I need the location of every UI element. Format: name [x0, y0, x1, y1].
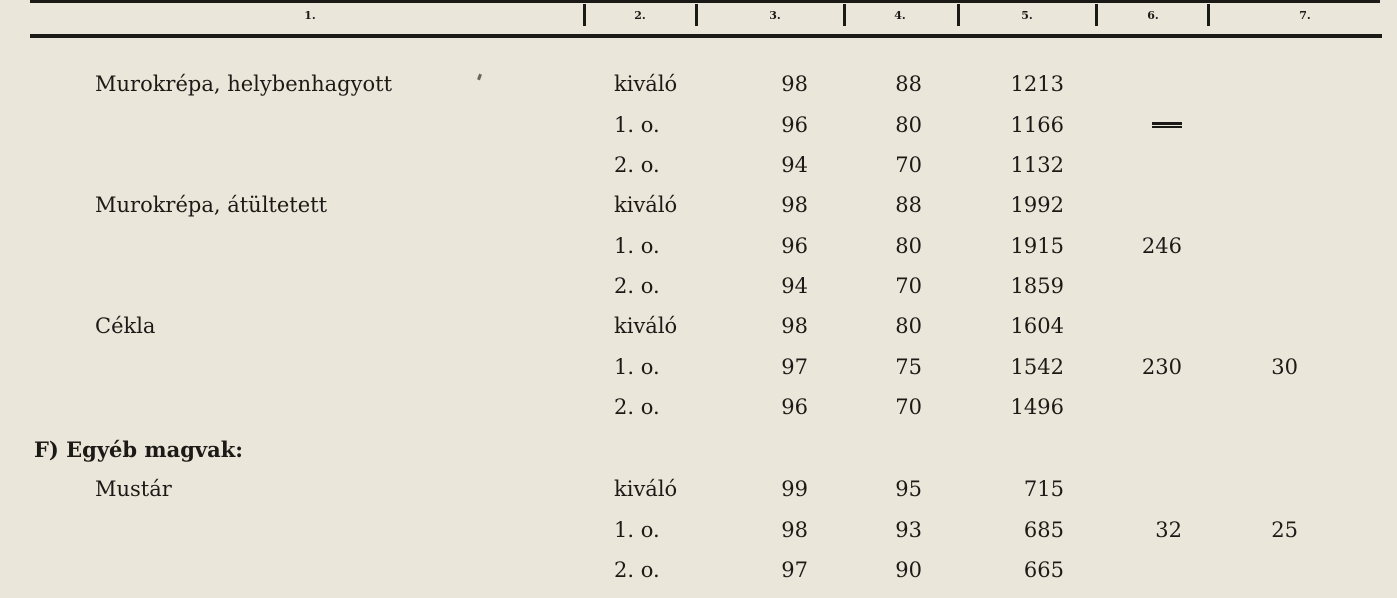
value-col-5: 1859 [1010, 274, 1064, 298]
column-separator [1095, 4, 1098, 26]
value-col-3: 96 [781, 395, 808, 419]
quality-grade: kiváló [614, 193, 678, 217]
value-col-6: 230 [1141, 355, 1182, 379]
value-col-3: 98 [781, 314, 808, 338]
table-row [0, 395, 1397, 435]
quality-grade: 1. o. [614, 234, 660, 258]
value-col-5: 665 [1023, 558, 1064, 582]
column-separator [695, 4, 698, 26]
column-separator [583, 4, 586, 26]
value-col-3: 98 [781, 518, 808, 542]
column-separator [843, 4, 846, 26]
table-row [0, 477, 1397, 517]
section-heading-row [0, 437, 1397, 477]
column-header-4: 4. [894, 9, 906, 22]
value-col-4: 70 [895, 153, 922, 177]
table-row [0, 153, 1397, 193]
quality-grade: 1. o. [614, 355, 660, 379]
value-col-3: 97 [781, 355, 808, 379]
header-rule [30, 34, 1382, 38]
quality-grade: 2. o. [614, 274, 660, 298]
value-col-4: 95 [895, 477, 922, 501]
value-col-5: 1213 [1010, 72, 1064, 96]
column-header-5: 5. [1021, 9, 1033, 22]
value-col-7: 30 [1271, 355, 1298, 379]
value-col-3: 98 [781, 193, 808, 217]
table-row [0, 558, 1397, 598]
row-label: Cékla [95, 314, 156, 338]
column-header-1: 1. [304, 9, 316, 22]
quality-grade: 2. o. [614, 558, 660, 582]
value-col-6: 246 [1141, 234, 1182, 258]
dash-mark [1152, 122, 1182, 128]
table-row [0, 314, 1397, 354]
value-col-4: 75 [895, 355, 922, 379]
column-header-6: 6. [1147, 9, 1159, 22]
table-row [0, 193, 1397, 233]
table-row [0, 72, 1397, 112]
value-col-5: 1604 [1010, 314, 1064, 338]
column-separator [957, 4, 960, 26]
value-col-3: 98 [781, 72, 808, 96]
row-label: Mustár [95, 477, 172, 501]
value-col-4: 93 [895, 518, 922, 542]
value-col-5: 1132 [1010, 153, 1064, 177]
value-col-4: 80 [895, 113, 922, 137]
column-header-7: 7. [1299, 9, 1311, 22]
value-col-3: 96 [781, 113, 808, 137]
value-col-4: 70 [895, 395, 922, 419]
row-label: Murokrépa, helybenhagyott [95, 72, 393, 96]
value-col-5: 1915 [1010, 234, 1064, 258]
section-heading: F) Egyéb magvak: [34, 437, 244, 462]
value-col-4: 70 [895, 274, 922, 298]
value-col-4: 88 [895, 193, 922, 217]
value-col-5: 1166 [1010, 113, 1064, 137]
table-row [0, 274, 1397, 314]
value-col-4: 88 [895, 72, 922, 96]
table-row [0, 355, 1397, 395]
value-col-3: 97 [781, 558, 808, 582]
column-separator [1207, 4, 1210, 26]
value-col-5: 685 [1023, 518, 1064, 542]
value-col-5: 715 [1023, 477, 1064, 501]
value-col-5: 1992 [1010, 193, 1064, 217]
row-label: Murokrépa, átültetett [95, 193, 328, 217]
value-col-4: 80 [895, 234, 922, 258]
quality-grade: 1. o. [614, 113, 660, 137]
quality-grade: kiváló [614, 314, 678, 338]
value-col-4: 80 [895, 314, 922, 338]
column-header-2: 2. [634, 9, 646, 22]
quality-grade: 2. o. [614, 395, 660, 419]
quality-grade: 2. o. [614, 153, 660, 177]
value-col-6: 32 [1155, 518, 1182, 542]
value-col-5: 1496 [1010, 395, 1064, 419]
table-row [0, 113, 1397, 153]
quality-grade: kiváló [614, 477, 678, 501]
column-header-3: 3. [769, 9, 781, 22]
value-col-3: 94 [781, 274, 808, 298]
table-row [0, 518, 1397, 558]
quality-grade: kiváló [614, 72, 678, 96]
value-col-5: 1542 [1010, 355, 1064, 379]
value-col-3: 94 [781, 153, 808, 177]
table-row [0, 234, 1397, 274]
quality-grade: 1. o. [614, 518, 660, 542]
top-border [30, 0, 1380, 3]
value-col-4: 90 [895, 558, 922, 582]
value-col-3: 99 [781, 477, 808, 501]
value-col-7: 25 [1271, 518, 1298, 542]
value-col-3: 96 [781, 234, 808, 258]
